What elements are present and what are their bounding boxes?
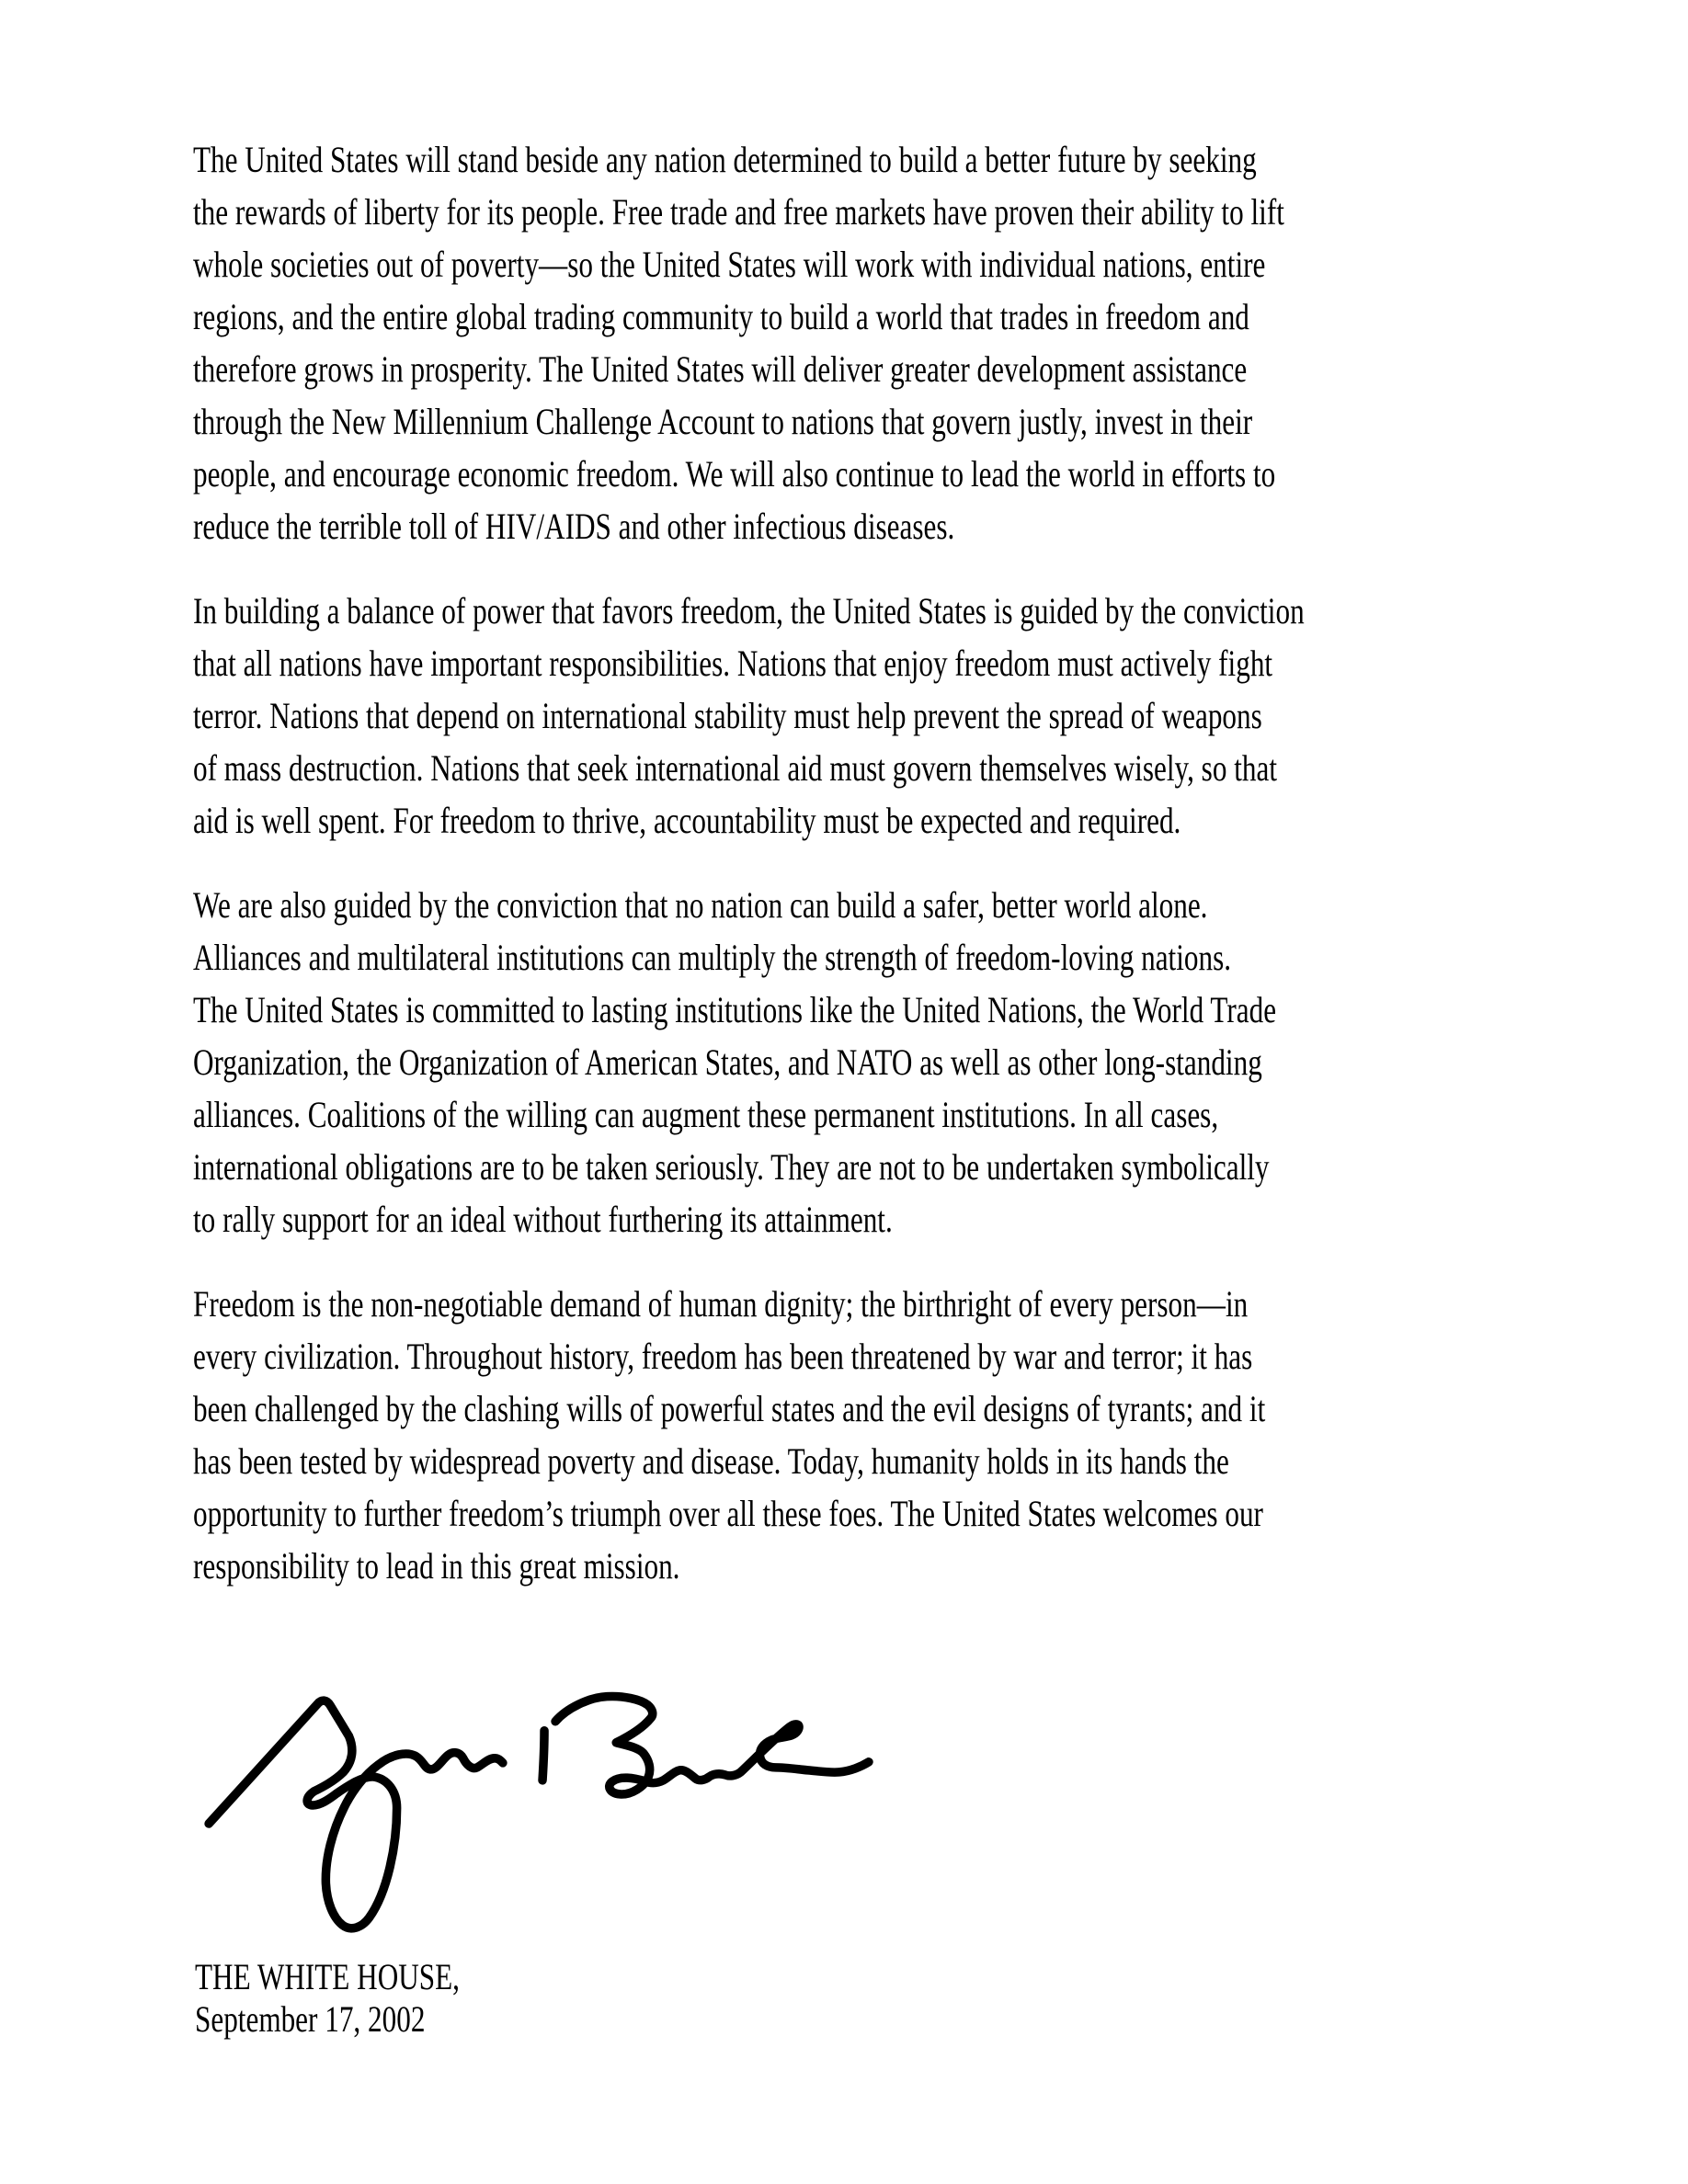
signature-stroke-george — [209, 1701, 503, 1928]
text-line: In building a balance of power that favors freedom, the United States is guided by the conviction — [193, 590, 1305, 631]
paragraph-1 — [193, 133, 1556, 552]
paragraph-3 — [193, 879, 1556, 1246]
text-line: Organization, the Organization of American States, and NATO as well as other long-standing — [193, 1041, 1262, 1083]
text-line: regions, and the entire global trading community to build a world that trades in freedom and — [193, 296, 1249, 337]
text-line: every civilization. Throughout history, freedom has been threatened by war and terror; it has — [193, 1336, 1253, 1377]
closing-date: September 17, 2002 — [195, 1998, 426, 2040]
text-line: The United States will stand beside any nation determined to build a better future by seeking — [193, 139, 1257, 180]
text-line: of mass destruction. Nations that seek international aid must govern themselves wisely, so that — [193, 747, 1278, 789]
closing-place: THE WHITE HOUSE, — [195, 1956, 460, 1997]
signature-george-w-bush-icon — [177, 1688, 887, 1956]
closing-block — [195, 1956, 460, 2041]
text-line: to rally support for an ideal without furthering its attainment. — [193, 1199, 893, 1240]
text-line: The United States is committed to lasting institutions like the United Nations, the World Trade — [193, 989, 1277, 1030]
signature-stroke-bush — [555, 1696, 869, 1794]
text-line: the rewards of liberty for its people. Free trade and free markets have proven their ability to lift — [193, 191, 1284, 233]
document-body — [193, 133, 1556, 1592]
text-line: that all nations have important responsibilities. Nations that enjoy freedom must actively fight — [193, 643, 1273, 684]
paragraph-2 — [193, 585, 1556, 847]
text-line: been challenged by the clashing wills of powerful states and the evil designs of tyrants; and it — [193, 1388, 1266, 1429]
text-line: Freedom is the non-negotiable demand of human dignity; the birthright of every person—in — [193, 1283, 1249, 1325]
text-line: international obligations are to be taken seriously. They are not to be undertaken symbolically — [193, 1146, 1270, 1188]
text-line: opportunity to further freedom’s triumph over all these foes. The United States welcomes our — [193, 1493, 1263, 1534]
text-line: through the New Millennium Challenge Account to nations that govern justly, invest in their — [193, 401, 1253, 442]
text-line: has been tested by widespread poverty and disease. Today, humanity holds in its hands the — [193, 1440, 1229, 1482]
text-line: We are also guided by the conviction that no nation can build a safer, better world alone. — [193, 884, 1208, 926]
text-line: reduce the terrible toll of HIV/AIDS and other infectious diseases. — [193, 506, 955, 547]
text-line: therefore grows in prosperity. The United States will deliver greater development assistance — [193, 348, 1248, 390]
text-line: aid is well spent. For freedom to thrive, accountability must be expected and required. — [193, 800, 1181, 841]
text-line: people, and encourage economic freedom. We will also continue to lead the world in efforts to — [193, 453, 1276, 495]
text-line: alliances. Coalitions of the willing can augment these permanent institutions. In all cases, — [193, 1094, 1219, 1135]
text-line: Alliances and multilateral institutions can multiply the strength of freedom-loving nations. — [193, 937, 1232, 978]
paragraph-4 — [193, 1278, 1556, 1592]
signature-stroke-b-stem — [542, 1731, 544, 1780]
text-line: whole societies out of poverty—so the United States will work with individual nations, entire — [193, 244, 1266, 285]
text-line: terror. Nations that depend on international stability must help prevent the spread of weapons — [193, 695, 1262, 736]
text-line: responsibility to lead in this great mission. — [193, 1545, 680, 1587]
